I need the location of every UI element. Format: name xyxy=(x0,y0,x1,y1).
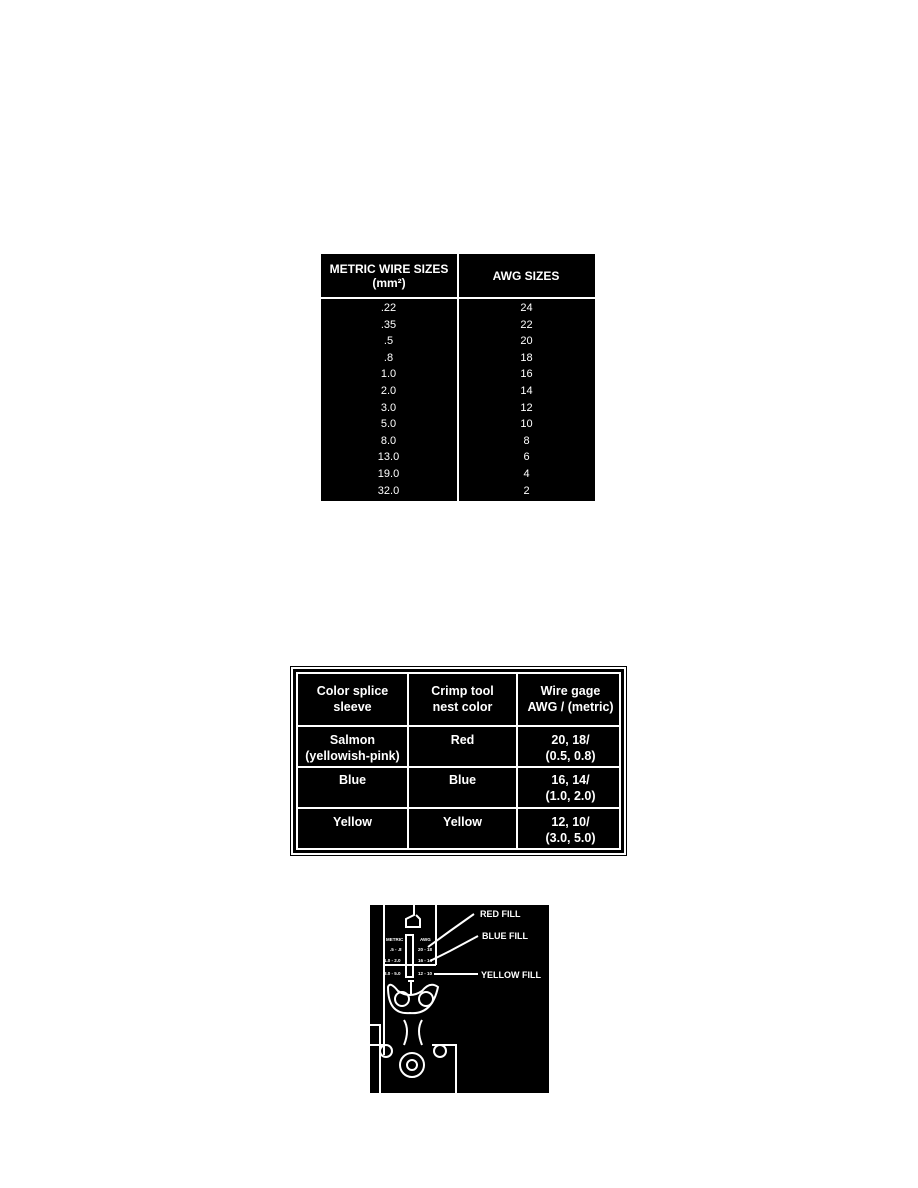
nest-cell: Red xyxy=(450,733,475,747)
cell-line: (0.5, 0.8) xyxy=(545,749,596,763)
gauge-window xyxy=(406,935,413,977)
gage-cell xyxy=(518,814,623,846)
cell-line: (3.0, 5.0) xyxy=(545,831,596,845)
awg-cell: 22 xyxy=(520,318,533,331)
tool-label-metric: METRIC xyxy=(386,937,404,942)
awg-cell: 6 xyxy=(523,451,530,464)
row-divider xyxy=(298,766,619,768)
gage-cell xyxy=(518,732,623,764)
metric-cell: .35 xyxy=(380,318,397,331)
lower-screw-right xyxy=(434,1045,446,1057)
handle-left xyxy=(370,1025,380,1093)
tool-label-a1: 20 - 18 xyxy=(418,947,433,952)
row-divider xyxy=(298,807,619,809)
table-row xyxy=(321,350,595,367)
tool-label-m3: 3.0 - 5.0 xyxy=(384,971,401,976)
table-row xyxy=(321,300,595,317)
lower-screw-left xyxy=(380,1045,392,1057)
crimp-tool-figure xyxy=(370,905,549,1093)
awg-cell: 16 xyxy=(520,368,533,381)
table-row xyxy=(321,449,595,466)
cell-line: Salmon xyxy=(329,733,376,747)
metric-cell: 5.0 xyxy=(380,418,397,431)
gage-cell xyxy=(518,772,623,804)
header-line: AWG / (metric) xyxy=(527,700,614,714)
cell-line: 12, 10/ xyxy=(551,815,590,829)
table-row xyxy=(321,416,595,433)
cell-line: 20, 18/ xyxy=(551,733,590,747)
metric-header: METRIC WIRE SIZES (mm²) xyxy=(329,261,449,290)
header-divider xyxy=(321,297,595,299)
metric-awg-table xyxy=(318,254,599,501)
lower-hub xyxy=(400,1053,424,1077)
metric-cell: 13.0 xyxy=(377,451,400,464)
nest-cell: Blue xyxy=(448,773,477,787)
table-row xyxy=(321,333,595,350)
metric-cell: 3.0 xyxy=(380,401,397,414)
tool-label-m2: 1.0 - 2.0 xyxy=(384,958,401,963)
awg-cell: 20 xyxy=(520,335,533,348)
metric-cell: 32.0 xyxy=(377,484,400,497)
right-pivot xyxy=(419,992,433,1006)
awg-cell: 14 xyxy=(520,384,533,397)
header-line: sleeve xyxy=(333,700,372,714)
table-right-edge xyxy=(595,254,599,501)
table-row xyxy=(321,366,595,383)
awg-cell: 10 xyxy=(520,418,533,431)
handle-inner xyxy=(404,1020,422,1045)
awg-cell: 2 xyxy=(523,484,530,497)
header-line: Wire gage xyxy=(540,684,601,698)
metric-cell: .5 xyxy=(383,335,394,348)
table-row xyxy=(321,383,595,400)
metric-cell: 8.0 xyxy=(380,434,397,447)
center-mark xyxy=(408,981,414,995)
table-row xyxy=(321,317,595,334)
tool-label-m1: .5 - .8 xyxy=(390,947,402,952)
header-line: nest color xyxy=(432,700,493,714)
nest-header xyxy=(409,683,516,715)
lower-hub-center xyxy=(407,1060,417,1070)
cell-line: (yellowish-pink) xyxy=(305,749,400,763)
awg-cell: 18 xyxy=(520,351,533,364)
metric-cell: .8 xyxy=(383,351,394,364)
table-row xyxy=(321,400,595,417)
awg-header: AWG SIZES xyxy=(492,268,560,283)
header-line: Crimp tool xyxy=(431,684,494,698)
red-fill-label: RED FILL xyxy=(480,909,521,919)
awg-cell: 24 xyxy=(520,302,533,314)
table-row xyxy=(321,433,595,450)
table-body xyxy=(321,300,595,499)
tool-label-a2: 16 - 14 xyxy=(418,958,433,963)
splice-sleeve-table xyxy=(291,667,626,855)
table-row xyxy=(321,466,595,483)
row-divider xyxy=(298,725,619,727)
metric-cell: .22 xyxy=(380,302,397,314)
cell-line: (1.0, 2.0) xyxy=(545,789,596,803)
awg-cell: 8 xyxy=(523,434,530,447)
gage-header xyxy=(518,683,623,715)
tool-notch xyxy=(406,905,420,927)
table-frame xyxy=(296,672,621,850)
metric-cell: 2.0 xyxy=(380,384,397,397)
sleeve-header xyxy=(298,683,407,715)
metric-cell: 1.0 xyxy=(380,368,397,381)
awg-cell: 12 xyxy=(520,401,533,414)
blue-fill-label: BLUE FILL xyxy=(482,931,528,941)
sleeve-cell: Blue xyxy=(338,773,367,787)
yellow-fill-label: YELLOW FILL xyxy=(481,970,541,980)
cell-line: 16, 14/ xyxy=(551,773,590,787)
metric-cell: 19.0 xyxy=(377,467,400,480)
nest-cell: Yellow xyxy=(443,815,482,829)
awg-cell: 4 xyxy=(523,467,530,480)
header-line: Color splice xyxy=(316,684,389,698)
tool-label-awg: AWG xyxy=(420,937,431,942)
table-row xyxy=(321,483,595,500)
sleeve-cell: Yellow xyxy=(333,815,372,829)
tool-label-a3: 12 - 10 xyxy=(418,971,433,976)
sleeve-cell xyxy=(298,732,407,764)
